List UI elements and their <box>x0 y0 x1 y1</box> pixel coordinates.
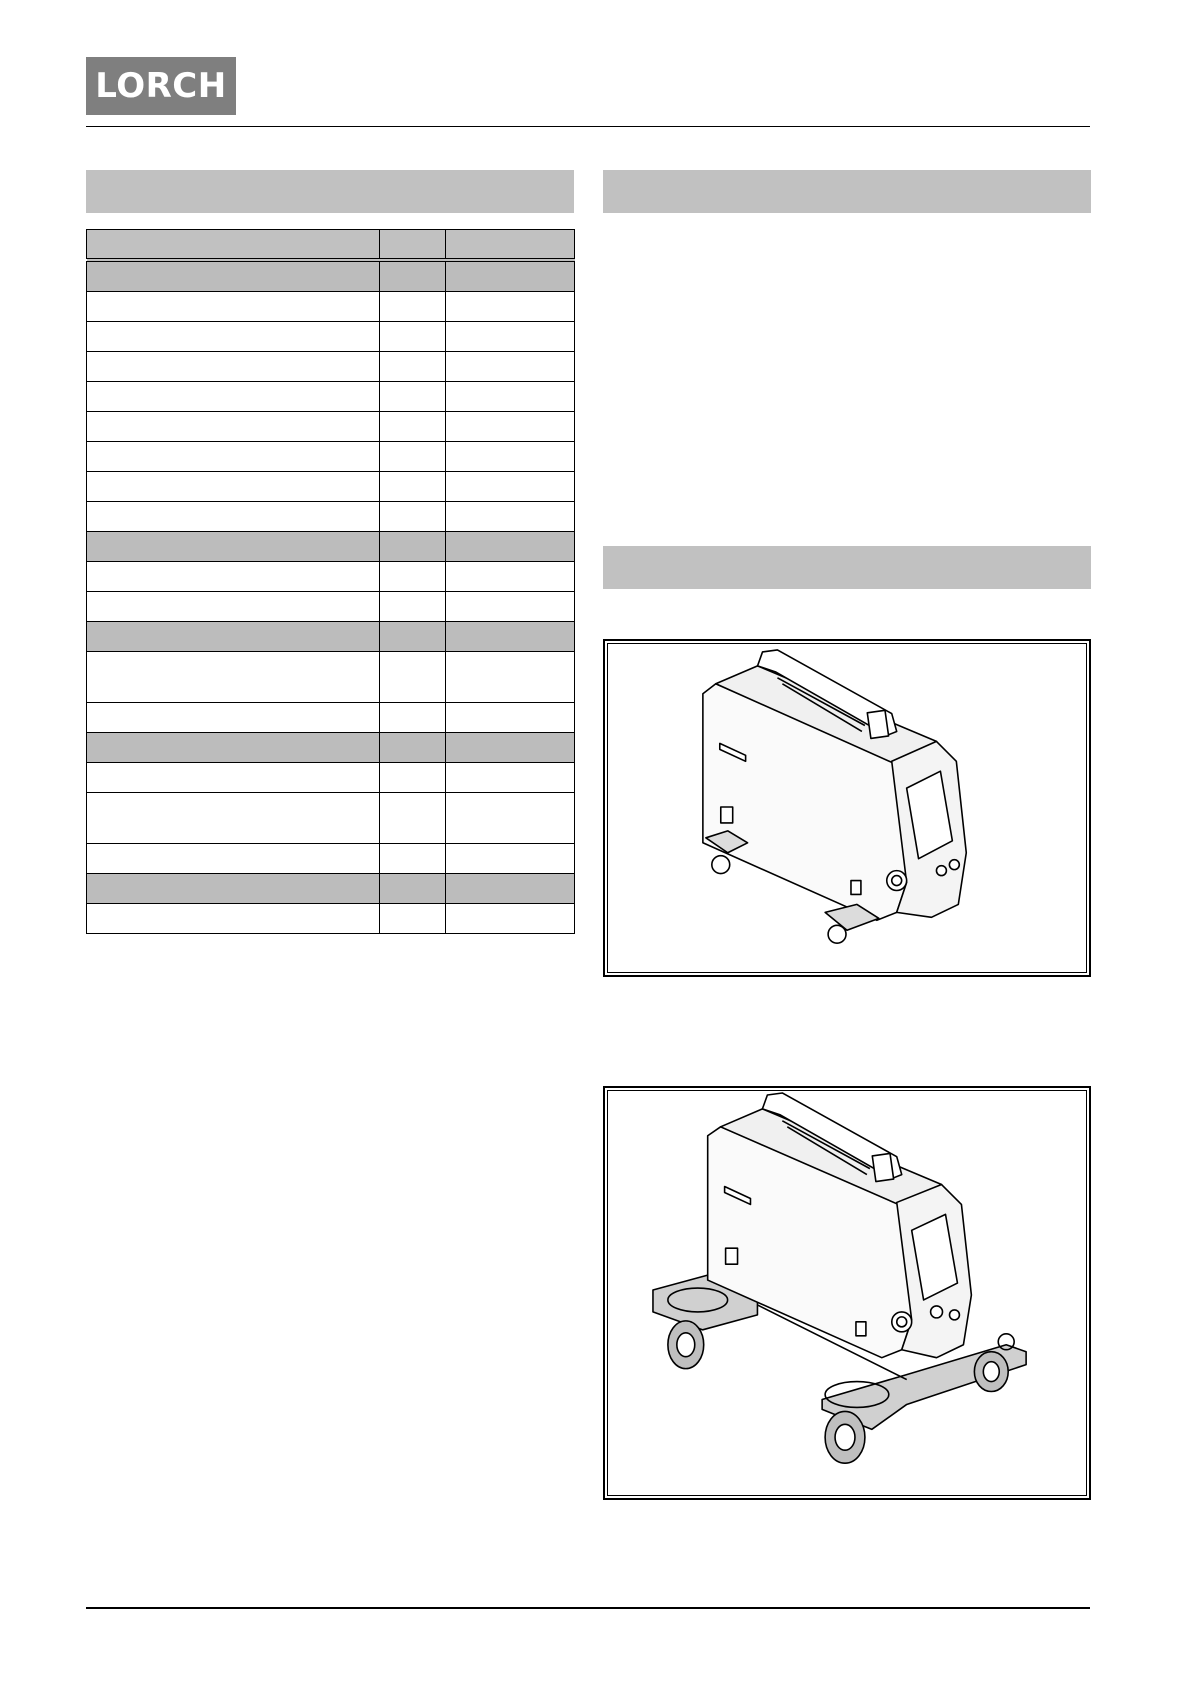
table-cell <box>87 502 380 532</box>
figure-inner-frame <box>607 1090 1087 1496</box>
table-cell <box>87 622 380 652</box>
table-cell <box>87 763 380 793</box>
table-row <box>87 352 575 382</box>
table-cell <box>380 502 446 532</box>
table-row <box>87 382 575 412</box>
table-row <box>87 412 575 442</box>
table-cell <box>87 230 380 261</box>
table-cell <box>87 652 380 703</box>
table-row <box>87 442 575 472</box>
table-cell <box>446 904 575 934</box>
table-cell <box>446 562 575 592</box>
table-cell <box>446 260 575 292</box>
table-cell <box>87 532 380 562</box>
table-cell <box>380 793 446 844</box>
table-cell <box>380 532 446 562</box>
table-cell <box>446 442 575 472</box>
table-cell <box>446 763 575 793</box>
table-cell <box>87 592 380 622</box>
table-cell <box>87 382 380 412</box>
table-row <box>87 844 575 874</box>
spec-table <box>86 229 575 934</box>
header-rule <box>86 126 1090 127</box>
table-cell <box>380 703 446 733</box>
table-cell <box>446 844 575 874</box>
table-row <box>87 904 575 934</box>
table-cell <box>380 382 446 412</box>
table-cell <box>380 592 446 622</box>
table-cell <box>380 733 446 763</box>
section-header-left <box>86 170 574 213</box>
table-cell <box>380 652 446 703</box>
table-cell <box>87 703 380 733</box>
table-cell <box>446 382 575 412</box>
table-cell <box>87 874 380 904</box>
table-cell <box>87 733 380 763</box>
table-cell <box>446 622 575 652</box>
table-row <box>87 652 575 703</box>
table-cell <box>446 472 575 502</box>
table-cell <box>380 763 446 793</box>
table-section-row <box>87 874 575 904</box>
table-cell <box>87 793 380 844</box>
welding-unit-trolley-illustration <box>608 1091 1086 1495</box>
table-cell <box>87 260 380 292</box>
table-row <box>87 763 575 793</box>
table-header-row <box>87 230 575 261</box>
table-cell <box>87 412 380 442</box>
table-row <box>87 322 575 352</box>
table-cell <box>87 292 380 322</box>
table-cell <box>446 703 575 733</box>
table-cell <box>446 532 575 562</box>
footer-rule <box>86 1607 1090 1609</box>
table-cell <box>87 472 380 502</box>
table-row <box>87 292 575 322</box>
table-cell <box>446 652 575 703</box>
section-header-right-bottom <box>603 546 1091 589</box>
table-row <box>87 793 575 844</box>
welding-unit-castors-illustration <box>608 644 1086 972</box>
table-row <box>87 562 575 592</box>
table-cell <box>380 260 446 292</box>
figure-inner-frame <box>607 643 1087 973</box>
table-cell <box>380 412 446 442</box>
table-cell <box>380 874 446 904</box>
table-cell <box>87 562 380 592</box>
table-section-row <box>87 622 575 652</box>
table-cell <box>87 352 380 382</box>
table-section-row <box>87 733 575 763</box>
table-cell <box>446 322 575 352</box>
spec-table-container <box>86 229 574 934</box>
section-header-right-top <box>603 170 1091 213</box>
brand-logo: LORCH <box>86 57 236 115</box>
table-cell <box>446 502 575 532</box>
figure-unit-trolley <box>603 1086 1091 1500</box>
table-cell <box>380 472 446 502</box>
table-section-row <box>87 532 575 562</box>
table-cell <box>87 442 380 472</box>
table-cell <box>446 292 575 322</box>
spec-table-body <box>87 230 575 934</box>
figure-unit-castors <box>603 639 1091 977</box>
table-cell <box>446 592 575 622</box>
table-row <box>87 472 575 502</box>
table-cell <box>380 442 446 472</box>
table-cell <box>446 412 575 442</box>
table-cell <box>380 562 446 592</box>
table-cell <box>380 904 446 934</box>
table-row <box>87 592 575 622</box>
table-cell <box>87 904 380 934</box>
table-cell <box>446 874 575 904</box>
table-cell <box>380 352 446 382</box>
table-section-row <box>87 260 575 292</box>
table-cell <box>446 230 575 261</box>
table-cell <box>446 733 575 763</box>
table-cell <box>446 352 575 382</box>
table-cell <box>446 793 575 844</box>
table-cell <box>380 230 446 261</box>
table-cell <box>380 322 446 352</box>
table-row <box>87 502 575 532</box>
table-cell <box>380 844 446 874</box>
table-cell <box>380 292 446 322</box>
table-cell <box>87 844 380 874</box>
table-cell <box>380 622 446 652</box>
table-cell <box>87 322 380 352</box>
table-row <box>87 703 575 733</box>
